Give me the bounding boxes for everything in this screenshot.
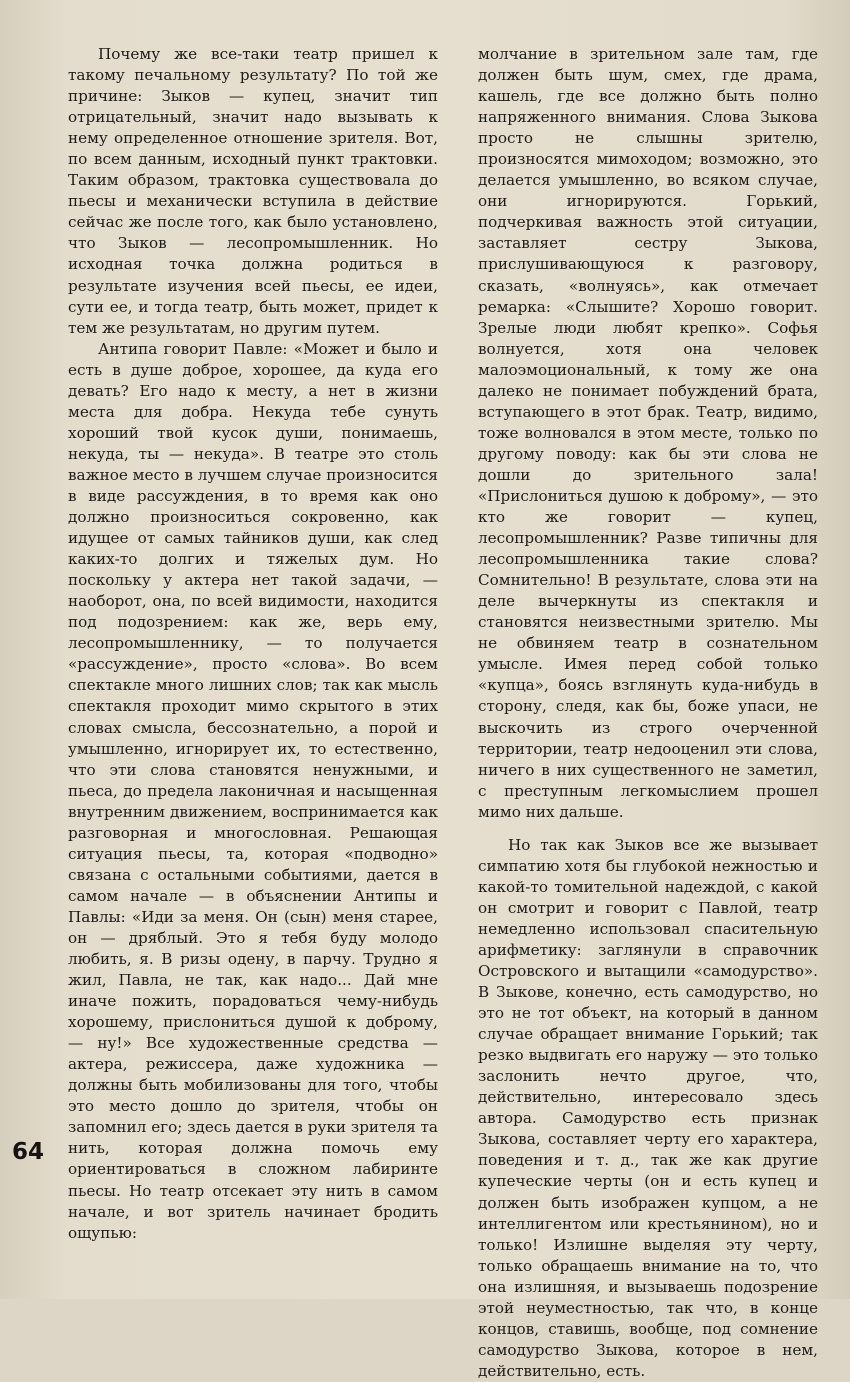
- paragraph: Почему же все-таки театр пришел к такому печальному результату? По той же причине: Зыков — купец, значит тип отрицательный, значит надо вызывать к нему определенное отношение зрителя. Вот, по всем данным, исходный пункт трактовки. Таким образом, трактовка существовала до пьесы и механически вступила в действие сейчас же после того, как было установлено, что Зыков — лесопромышленник. Но исходная точка должна родиться в результате изучения всей пьесы, ее идеи, сути ее, и тогда театр, быть может, придет к тем же результатам, но другим путем.: [68, 45, 438, 337]
- page-number: 64: [12, 1139, 45, 1165]
- right-text-column: [478, 44, 818, 1382]
- left-text-column: [68, 44, 438, 1244]
- paragraph: Но так как Зыков все же вызывает симпатию хотя бы глубокой нежностью и какой-то томительной надеждой, с какой он смотрит и говорит с Павлой, театр немедленно использовал спасительную арифметику: заглянули в справочник Островского и вытащили «самодурство». В Зыкове, конечно, есть самодурство, но это не тот объект, на который в данном случае обращает внимание Горький; так резко выдвигать его наружу — это только заслонить нечто другое, что, действительно, интересовало здесь автора. Самодурство есть признак Зыкова, составляет черту его характера, поведения и т. д., так же как другие купеческие черты (он и есть купец и должен быть изображен купцом, а не интеллигентом или крестьянином), но и только! Излишне выделяя эту черту, только обращаешь внимание на то, что она излишняя, и вызываешь подозрение этой неуместностью, так что, в конце концов, ставишь, вообще, под сомнение самодурство Зыкова, которое в нем, действительно, есть.: [478, 835, 818, 1380]
- paragraph: Антипа говорит Павле: «Может и было и есть в душе доброе, хорошее, да куда его девать? Его надо к месту, а нет в жизни места для добра. Некуда тебе сунуть хороший твой кусок души, понимаешь, некуда, ты — некуда». В театре это столь важное место в лучшем случае произносится в виде рассуждения, в то время как оно должно произноситься сокровенно, как идущее от самых тайников души, как след каких-то долгих и тяжелых дум. Но поскольку у актера нет такой задачи, — наоборот, она, по всей видимости, находится под подозрением: как же, верь ему, лесопромышленнику, — то получается «рассуждение», просто «слова». Во всем спектакле много лишних слов; так как мысль спектакля проходит мимо скрытого в этих словах смысла, бессознательно, а порой и умышленно, игнорирует их, то естественно, что эти слова становятся ненужными, и пьеса, до предела лаконичная и насыщенная внутренним движением, воспринимается как разговорная и многословная. Решающая ситуация пьесы, та, которая «подводно» связана с остальными событиями, дается в самом начале — в объяснении Антипы и Павлы: «Иди за меня. Он (сын) меня старее, он — дряблый. Это я тебя буду молодо любить, я. В ризы одену, в парчу. Трудно я жил, Павла, не так, как надо... Дай мне иначе пожить, порадоваться чему-нибудь хорошему, прислониться душой к доброму, — ну!» Все художественные средства — актера, режиссера, даже художника — должны быть мобилизованы для того, чтобы это место дошло до зрителя, чтобы он запомнил его; здесь дается в руки зрителя та нить, которая должна помочь ему ориентироваться в сложном лабиринте пьесы. Но театр отсекает эту нить в самом начале, и вот зритель начинает бродить ощупью:: [68, 339, 438, 1242]
- paragraph: молчание в зрительном зале там, где должен быть шум, смех, где драма, кашель, где все должно быть полно напряженного внимания. Слова Зыкова просто не слышны зрителю, произносятся мимоходом; возможно, это делается умышленно, во всяком случае, они игнорируются. Горький, подчеркивая важность этой ситуации, заставляет сестру Зыкова, прислушивающуюся к разговору, сказать, «волнуясь», как отмечает ремарка: «Слышите? Хорошо говорит. Зрелые люди любят крепко». Софья волнуется, хотя она человек малоэмоциональный, к тому же она далеко не понимает побуждений брата, вступающего в этот брак. Театр, видимо, тоже волновался в этом месте, только по другому поводу: как бы эти слова не дошли до зрительного зала! «Прислониться душою к доброму», — это кто же говорит — купец, лесопромышленник? Разве типичны для лесопромышленника такие слова? Сомнительно! В результате, слова эти на деле вычеркнуты из спектакля и становятся неизвестными зрителю. Мы не обвиняем театр в сознательном умысле. Имея перед собой только «купца», боясь взглянуть куда-нибудь в сторону, следя, как бы, боже упаси, не выскочить из строго очерченной территории, театр недооценил эти слова, ничего в них существенного не заметил, с преступным легкомыслием прошел мимо них дальше.: [478, 45, 818, 821]
